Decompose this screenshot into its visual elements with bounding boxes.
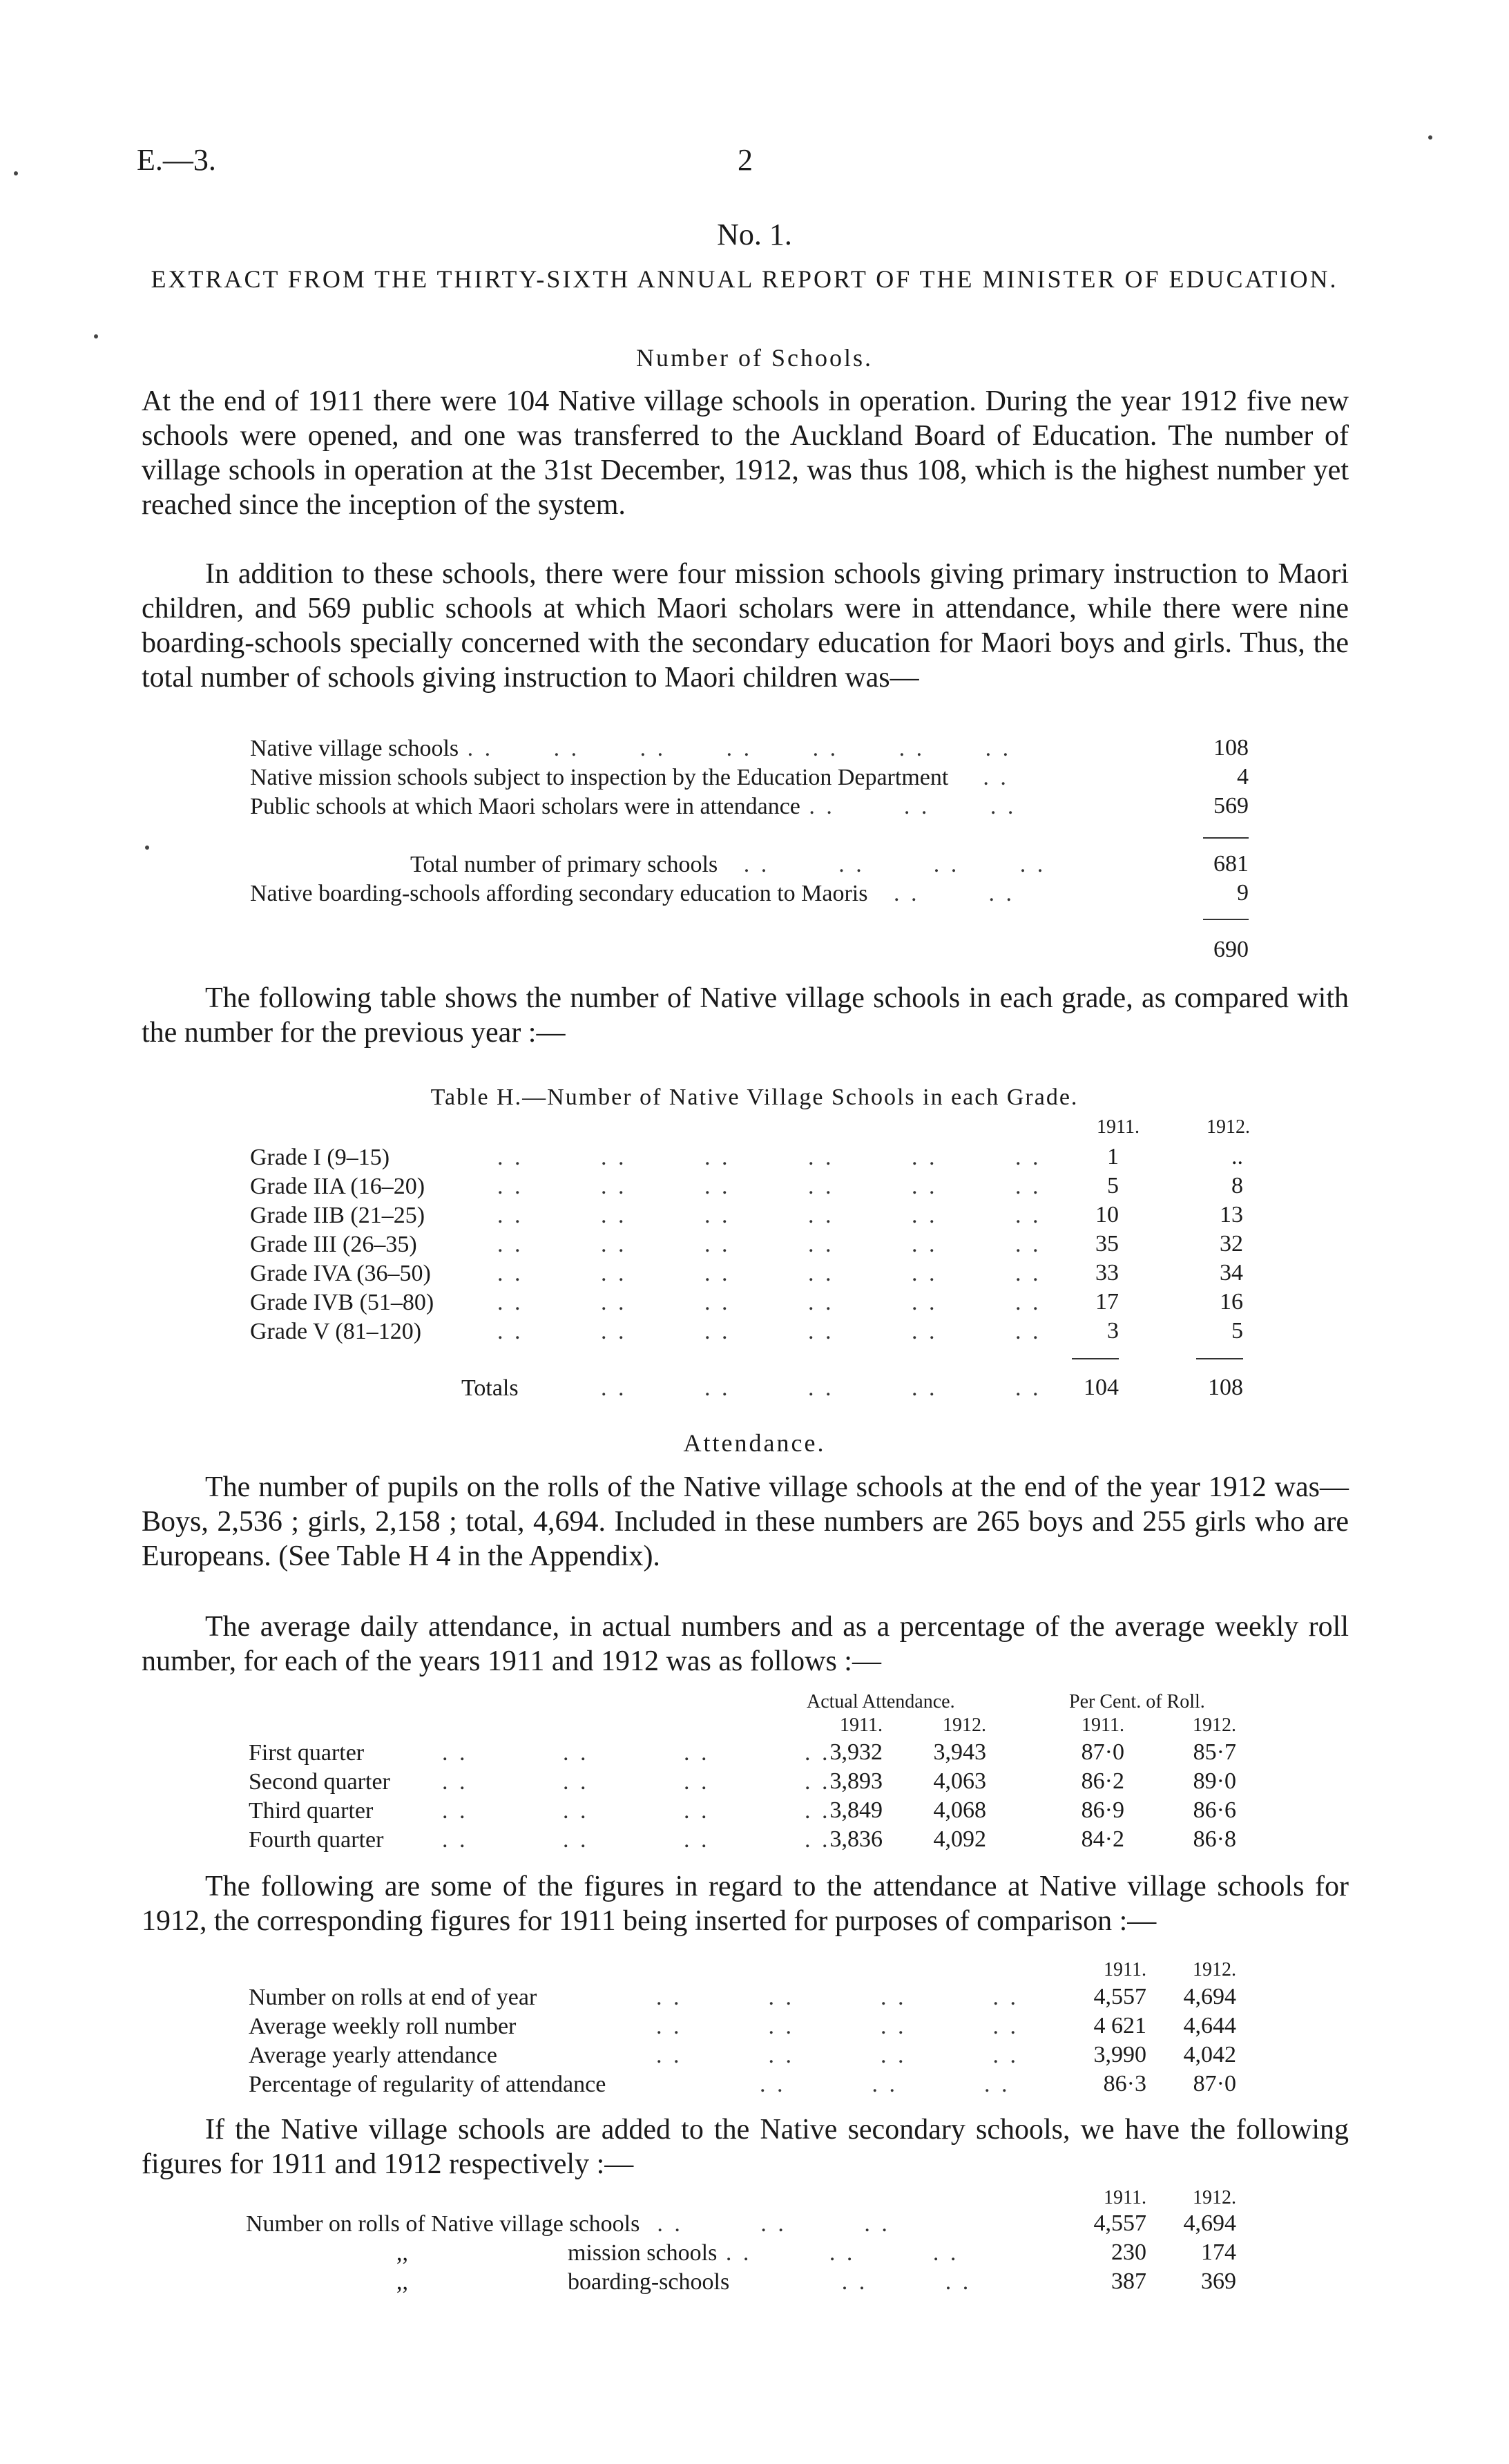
ditto-mark: ,, — [396, 2240, 408, 2266]
grade-label: Grade IVA (36–50) — [250, 1261, 431, 1286]
grade-label: Grade III (26–35) — [250, 1232, 417, 1257]
table-row: Number on rolls of Native village schools . . . . . . — [246, 2211, 890, 2237]
scan-speck — [1428, 135, 1432, 140]
cell-actual-1911: 3,849 — [829, 1797, 883, 1823]
figure-label: Average yearly attendance — [249, 2043, 497, 2068]
boarding-row: Native boarding-schools affording secondary education to Maoris . . . . — [250, 881, 1015, 906]
attendance-paragraph-3: The following are some of the figures in regard to the attendance at Native village schools for 1912, the corresponding figures for 1911 being inserted for purposes of comparison :— — [142, 1871, 1349, 1937]
scan-speck — [94, 334, 98, 338]
cell-1912: 4,694 — [1183, 2210, 1236, 2236]
leader-dots: . . . . . . . . . . . . — [497, 1232, 1041, 1257]
cell-1911: 35 — [1095, 1231, 1119, 1257]
table-row — [249, 1826, 383, 1854]
attendance-paragraph-1: The number of pupils on the rolls of the Native village schools at the end of the year 1912 was—Boys, 2,536 ; girls, 2,158 ; total, 4,694. Included in these numbers are 265 boys and 255 girls who are Europeans. (See Table H 4 in the Appendix). — [142, 1471, 1349, 1572]
cell-1912: 34 — [1220, 1260, 1243, 1286]
cell-percent-1912: 86·8 — [1193, 1826, 1236, 1852]
year-header: 1912. — [1193, 1959, 1236, 1980]
table-row — [250, 1202, 425, 1230]
figure-label: Average weekly roll number — [249, 2014, 517, 2039]
scan-speck — [145, 846, 149, 850]
table-row — [250, 1231, 417, 1259]
cell-percent-1911: 87·0 — [1081, 1739, 1124, 1765]
cell-1911: 4,557 — [1093, 2210, 1146, 2236]
quarter-label: Fourth quarter — [249, 1827, 384, 1853]
total-primary-value: 681 — [1213, 851, 1249, 877]
schools-paragraph-2: In addition to these schools, there were four mission schools giving primary instruction to Maori children, and 569 public schools at which Maori scholars were in attendance, while there were nine boarding-schools specially concerned with the secondary education for Maori boys and girls. Thus, the total number of schools giving instruction to Maori children was— — [142, 558, 1349, 694]
table-row — [250, 1318, 421, 1346]
cell-actual-1911: 3,932 — [829, 1739, 883, 1765]
cell-1912: 87·0 — [1193, 2071, 1236, 2097]
cell-1911: 230 — [1111, 2239, 1146, 2265]
scan-speck — [14, 171, 18, 175]
totals-rule — [1072, 1358, 1119, 1359]
table-row — [250, 1144, 390, 1172]
leader-dots: . . . . . . . . — [442, 1798, 831, 1824]
totals-rule — [1196, 1358, 1243, 1359]
cell-actual-1912: 3,943 — [933, 1739, 986, 1765]
cell-percent-1912: 85·7 — [1193, 1739, 1236, 1765]
summary-value: 108 — [1213, 735, 1249, 761]
boarding-value: 9 — [1237, 880, 1249, 906]
grade-label: Grade IIB (21–25) — [250, 1203, 425, 1228]
summary-row: Native village schools . . . . . . . . . . . . . . — [250, 736, 1012, 761]
extract-title: EXTRACT FROM THE THIRTY-SIXTH ANNUAL REPORT OF THE MINISTER OF EDUCATION. — [151, 265, 1338, 293]
cell-1911: 4,557 — [1093, 1984, 1146, 2009]
leader-dots: . . . . . . . . . . . . — [497, 1145, 1041, 1170]
cell-1911: 86·3 — [1103, 2071, 1146, 2097]
leader-dots: . . . . . . . . . . . . — [497, 1261, 1041, 1286]
cell-1911: 387 — [1111, 2269, 1146, 2294]
leader-dots: . . . . . . . . — [656, 2014, 1019, 2039]
leader-dots: . . . . . . . . — [442, 1827, 831, 1853]
cell-1911: 10 — [1095, 1202, 1119, 1228]
cell-percent-1911: 86·2 — [1081, 1768, 1124, 1794]
year-header: 1912. — [1193, 2187, 1236, 2208]
cell-1912: 5 — [1231, 1318, 1243, 1344]
cell-1912: 4,694 — [1183, 1984, 1236, 2009]
group-percent-roll: Per Cent. of Roll. — [1069, 1691, 1205, 1712]
table-row — [249, 1797, 373, 1825]
summary-label: Public schools at which Maori scholars were in attendance — [250, 794, 800, 819]
table-row — [249, 1984, 537, 2012]
section-heading-attendance: Attendance. — [683, 1429, 826, 1457]
year-header: 1912. — [943, 1715, 986, 1736]
leader-dots: . . . . . . . . . . — [601, 1375, 1041, 1401]
boarding-label: Native boarding-schools affording secondary education to Maoris — [250, 881, 868, 906]
total-primary-label: Total number of primary schools — [410, 852, 718, 877]
attendance-paragraph-2: The average daily attendance, in actual numbers and as a percentage of the average weekly roll number, for each of the years 1911 and 1912 was as follows :— — [142, 1611, 1349, 1677]
totals-label: Totals — [461, 1375, 519, 1401]
summary-label: Native mission schools subject to inspection by the Education Department — [250, 765, 949, 790]
leader-dots: . . . . . . — [760, 2072, 1010, 2097]
table-row — [250, 1260, 431, 1288]
cell-percent-1912: 86·6 — [1193, 1797, 1236, 1823]
total-1912: 108 — [1208, 1375, 1243, 1400]
sum-rule — [1203, 837, 1249, 839]
cell-1911: 3 — [1107, 1318, 1119, 1344]
summary-value: 4 — [1237, 764, 1249, 790]
leader-dots: . . . . . . . . — [442, 1769, 831, 1795]
cell-1912: 32 — [1220, 1231, 1243, 1257]
document-code: E.—3. — [137, 143, 216, 177]
leader-dots: . . . . . . . . — [656, 2043, 1019, 2068]
ditto-mark: ,, — [396, 2269, 408, 2295]
cell-1911: 5 — [1107, 1173, 1119, 1198]
cell-1912: 4,644 — [1183, 2013, 1236, 2038]
cell-1911: 3,990 — [1093, 2042, 1146, 2067]
table-row — [250, 1289, 434, 1317]
table-row — [249, 2071, 606, 2099]
table-row — [250, 1173, 425, 1201]
leader-dots: . . . . . . . . . . . . — [497, 1290, 1041, 1315]
summary-row: Native mission schools subject to inspection by the Education Department . . — [250, 765, 1009, 790]
leader-dots: . . . . . . . . . . . . — [497, 1203, 1041, 1228]
summary-row: Public schools at which Maori scholars were in attendance . . . . . . — [250, 794, 1017, 819]
summary-label: Native village schools — [250, 736, 459, 761]
schools-paragraph-1: At the end of 1911 there were 104 Native village schools in operation. During the year 1912 five new schools were opened, and one was transferred to the Auckland Board of Education. The number of village schools in operation at the 31st December, 1912, was thus 108, which is the highest number yet reached since the inception of the system. — [142, 385, 1349, 521]
cell-percent-1911: 84·2 — [1081, 1826, 1124, 1852]
figure-label: Number on rolls at end of year — [249, 1985, 537, 2010]
cell-1912: 16 — [1220, 1289, 1243, 1315]
cell-actual-1912: 4,092 — [933, 1826, 986, 1852]
schools-paragraph-3: The following table shows the number of Native village schools in each grade, as compared with the number for the previous year :— — [142, 982, 1349, 1049]
extract-number: No. 1. — [717, 218, 792, 251]
cell-1911: 33 — [1095, 1260, 1119, 1286]
cell-1911: 1 — [1107, 1144, 1119, 1169]
table-row — [249, 1739, 364, 1767]
attendance-paragraph-4: If the Native village schools are added to the Native secondary schools, we have the following figures for 1911 and 1912 respectively :— — [142, 2114, 1349, 2180]
quarter-label: Second quarter — [249, 1769, 390, 1795]
table-row — [396, 2239, 408, 2267]
cell-actual-1911: 3,893 — [829, 1768, 883, 1794]
leader-dots: . . . . . . . . — [442, 1740, 831, 1766]
cell-1911: 4 621 — [1093, 2013, 1146, 2038]
leader-dots: . . . . . . . . . . . . — [497, 1174, 1041, 1199]
grade-label: Grade V (81–120) — [250, 1319, 422, 1344]
cell-1912: 174 — [1201, 2239, 1236, 2265]
grade-label: Grade IIA (16–20) — [250, 1174, 425, 1199]
rolls-label: village schools — [499, 2211, 640, 2237]
cell-percent-1911: 86·9 — [1081, 1797, 1124, 1823]
cell-actual-1912: 4,063 — [933, 1768, 986, 1794]
cell-1912: .. — [1231, 1144, 1243, 1169]
year-header: 1912. — [1193, 1715, 1236, 1736]
total-primary-row: Total number of primary schools . . . . . . . . — [410, 852, 1046, 877]
cell-1912: 369 — [1201, 2269, 1236, 2294]
cell-1911: 17 — [1095, 1289, 1119, 1315]
group-actual-attendance: Actual Attendance. — [807, 1691, 955, 1712]
quarter-label: Third quarter — [249, 1798, 374, 1824]
table-h-title: Table H.—Number of Native Village Schools in each Grade. — [430, 1085, 1079, 1110]
leader-dots: . . . . . . . . . . . . — [497, 1319, 1041, 1344]
figure-label: Percentage of regularity of attendance — [249, 2072, 606, 2097]
grade-label: Grade I (9–15) — [250, 1145, 390, 1170]
rolls-prefix: Number on rolls of Native — [246, 2211, 494, 2237]
year-header: 1911. — [1104, 2187, 1146, 2208]
summary-value: 569 — [1213, 793, 1249, 819]
cell-actual-1912: 4,068 — [933, 1797, 986, 1823]
table-h-col-1911: 1911. — [1097, 1116, 1140, 1138]
grand-total-value: 690 — [1213, 937, 1249, 962]
year-header: 1911. — [840, 1715, 883, 1736]
table-row — [249, 2042, 497, 2070]
table-row: mission schools . . . . . . — [568, 2240, 959, 2266]
grade-label: Grade IVB (51–80) — [250, 1290, 434, 1315]
total-1911: 104 — [1084, 1375, 1119, 1400]
quarter-label: First quarter — [249, 1740, 365, 1766]
table-row: boarding-schools . . . . — [568, 2269, 972, 2295]
sum-rule — [1203, 919, 1249, 920]
table-h-col-1912: 1912. — [1207, 1116, 1250, 1138]
rolls-label: mission schools — [568, 2240, 718, 2266]
section-heading-schools: Number of Schools. — [636, 344, 873, 372]
rolls-label: boarding-schools — [568, 2269, 730, 2295]
year-header: 1911. — [1104, 1959, 1146, 1980]
year-header: 1911. — [1082, 1715, 1124, 1736]
table-row — [396, 2269, 408, 2296]
cell-1912: 13 — [1220, 1202, 1243, 1228]
cell-percent-1912: 89·0 — [1193, 1768, 1236, 1794]
page-number: 2 — [738, 143, 753, 177]
totals-row — [461, 1375, 519, 1402]
leader-dots: . . . . . . . . — [656, 1985, 1019, 2010]
cell-1912: 8 — [1231, 1173, 1243, 1198]
table-row — [249, 2013, 516, 2041]
table-row — [249, 1768, 390, 1796]
cell-actual-1911: 3,836 — [829, 1826, 883, 1852]
cell-1912: 4,042 — [1183, 2042, 1236, 2067]
